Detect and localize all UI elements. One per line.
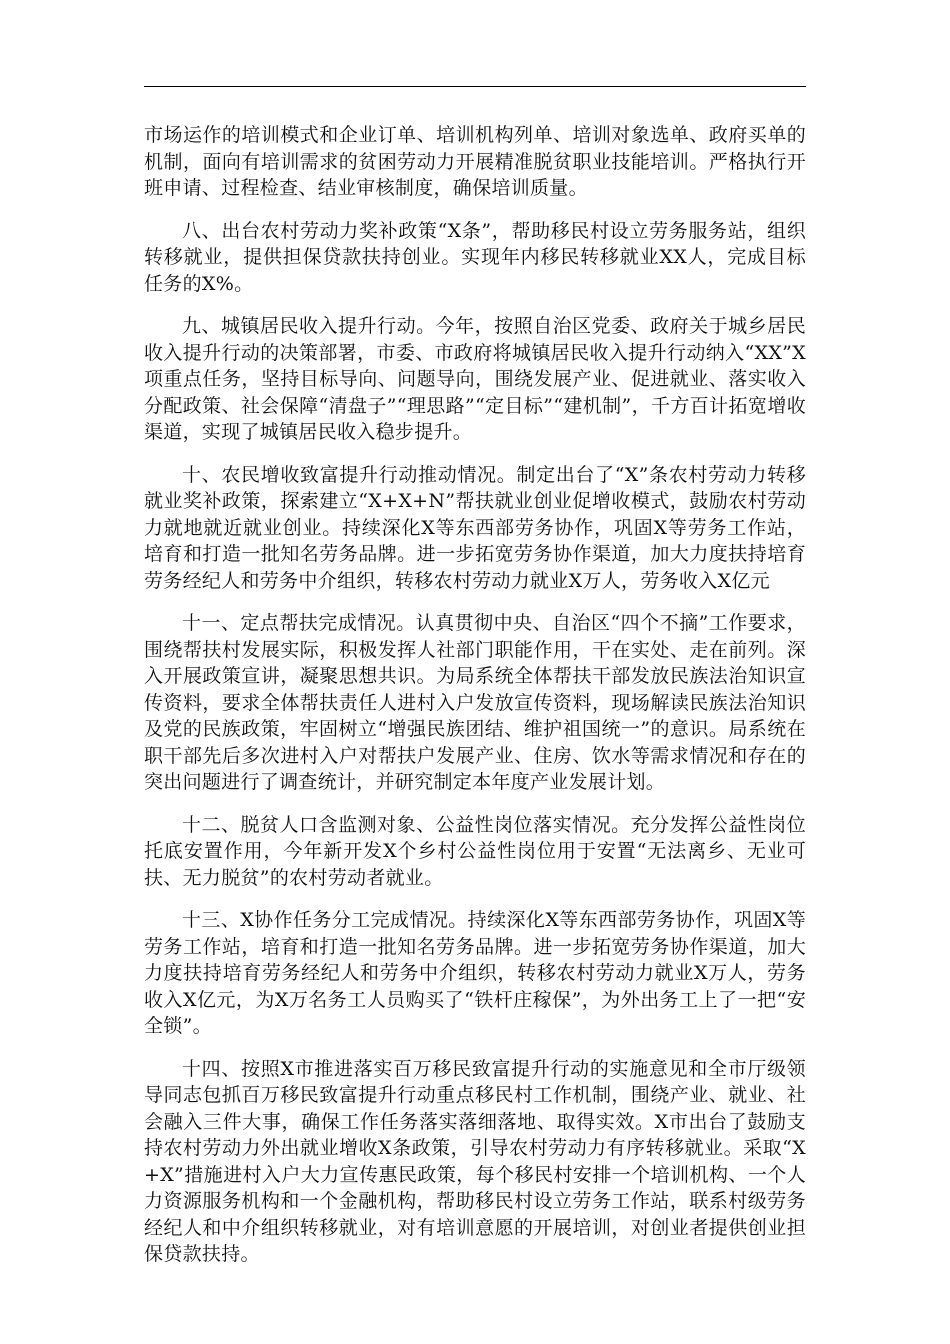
paragraph-section-14: 十四、按照X市推进落实百万移民致富提升行动的实施意见和全市厅级领导同志包抓百万移民致富提升行动重点移民村工作机制，围绕产业、就业、社会融入三件大事，确保工作任务落实落细落地、取得实效。X市出台了鼓励支持农村劳动力外出就业增收X条政策，引导农村劳动力有序转移就业。采取“X+X”措施进村入户大力宣传惠民政策，每个移民村安排一个培训机构、一个人力资源服务机构和一个金融机构，帮助移民村设立劳务工作站，联系村级劳务经纪人和中介组织转移就业，对有培训意愿的开展培训，对创业者提供创业担保贷款扶持。: [144, 1057, 806, 1265]
paragraph-section-8: 八、出台农村劳动力奖补政策“X条”，帮助移民村设立劳务服务站，组织转移就业，提供担保贷款扶持创业。实现年内移民转移就业XX人，完成目标任务的X%。: [144, 219, 806, 295]
paragraph-section-9: 九、城镇居民收入提升行动。今年，按照自治区党委、政府关于城乡居民收入提升行动的决策部署，市委、市政府将城镇居民收入提升行动纳入“XX”X项重点任务，坚持目标导向、问题导向，围绕发展产业、促进就业、落实收入分配政策、社会保障“清盘子”“理思路”“定目标”“建机制”，千方百计拓宽增收渠道，实现了城镇居民收入稳步提升。: [144, 315, 806, 443]
paragraph-section-12: 十二、脱贫人口含监测对象、公益性岗位落实情况。充分发挥公益性岗位托底安置作用，今年新开发X个乡村公益性岗位用于安置“无法离乡、无业可扶、无力脱贫”的农村劳动者就业。: [144, 813, 806, 889]
paragraph-section-10: 十、农民增收致富提升行动推动情况。制定出台了“X”条农村劳动力转移就业奖补政策，探索建立“X+X+N”帮扶就业创业促增收模式，鼓励农村劳动力就地就近就业创业。持续深化X等东西部劳务协作，巩固X等劳务工作站，培育和打造一批知名劳务品牌。进一步拓宽劳务协作渠道，加大力度扶持培育劳务经纪人和劳务中介组织，转移农村劳动力就业X万人，劳务收入X亿元: [144, 463, 806, 592]
document-body: [144, 122, 806, 1284]
paragraph-section-11: 十一、定点帮扶完成情况。认真贯彻中央、自治区“四个不摘”工作要求，围绕帮扶村发展实际，积极发挥人社部门职能作用，干在实处、走在前列。深入开展政策宣讲，凝聚思想共识。为局系统全体帮扶干部发放民族法治知识宣传资料，要求全体帮扶责任人进村入户发放宣传资料，现场解读民族法治知识及党的民族政策，牢固树立“增强民族团结、维护祖国统一”的意识。局系统在职干部先后多次进村入户对帮扶户发展产业、住房、饮水等需求情况和存在的突出问题进行了调查统计，并研究制定本年度产业发展计划。: [144, 612, 806, 793]
paragraph-section-13: 十三、X协作任务分工完成情况。持续深化X等东西部劳务协作，巩固X等劳务工作站，培育和打造一批知名劳务品牌。进一步拓宽劳务协作渠道，加大力度扶持培育劳务经纪人和劳务中介组织，转移农村劳动力就业X万人，劳务收入X亿元，为X万名务工人员购买了“铁杆庄稼保”，为外出务工上了一把“安全锁”。: [144, 909, 806, 1037]
paragraph-continuation: 市场运作的培训模式和企业订单、培训机构列单、培训对象选单、政府买单的机制，面向有培训需求的贫困劳动力开展精准脱贫职业技能培训。严格执行开班申请、过程检查、结业审核制度，确保培训质量。: [144, 124, 806, 199]
header-rule: [144, 86, 806, 87]
